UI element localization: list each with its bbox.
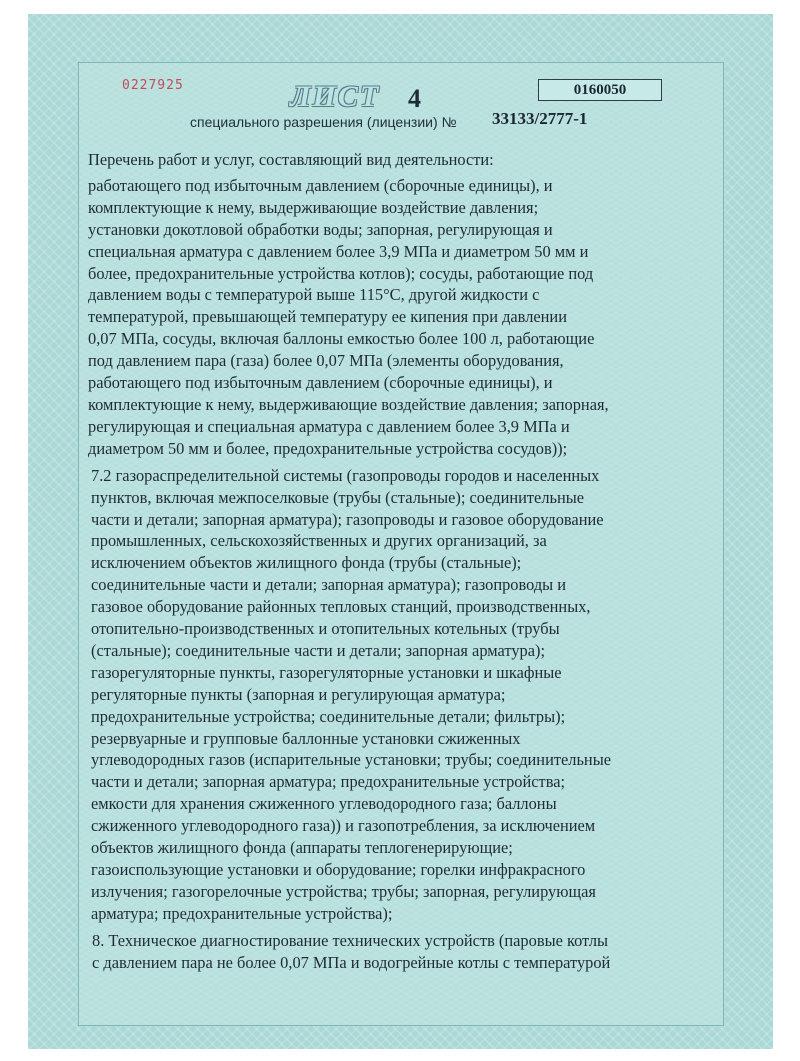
text-line: емкости для хранения сжиженного углеводородного газа; баллоны xyxy=(91,794,557,814)
text-line: части и детали; запорная арматура; предохранительные устройства; xyxy=(91,772,566,792)
paragraph-pressure-equipment xyxy=(88,175,728,460)
paragraph-technical-diagnostics xyxy=(88,930,728,974)
sheet-title: ЛИСТ xyxy=(290,80,381,113)
text-line: установки докотловой обработки воды; запорная, регулирующая и xyxy=(88,219,553,239)
registration-number-box: 0160050 xyxy=(538,79,662,101)
text-line: регуляторные пункты (запорная и регулирующая арматура; xyxy=(91,684,506,704)
text-line: отопительно-производственных и отопительных котельных (трубы xyxy=(91,619,560,639)
text-line: комплектующие к нему, выдерживающие воздействие давления; запорная, xyxy=(88,394,609,414)
text-line: арматура; предохранительные устройства); xyxy=(91,903,393,923)
text-line: давлением воды с температурой выше 115°С, другой жидкости с xyxy=(88,285,540,305)
text-line: диаметром 50 мм и более, предохранительные устройства сосудов)); xyxy=(88,438,568,458)
text-line: газовое оборудование районных тепловых станций, производственных, xyxy=(91,597,591,617)
text-line: исключением объектов жилищного фонда (трубы (стальные); xyxy=(91,553,522,573)
list-heading: Перечень работ и услуг, составляющий вид деятельности: xyxy=(88,150,494,169)
text-line: температурой, превышающей температуру ее кипения при давлении xyxy=(88,307,567,327)
text-line: части и детали; запорная арматура); газопроводы и газовое оборудование xyxy=(91,509,604,529)
text-line: специальная арматура с давлением более 3,9 МПа и диаметром 50 мм и xyxy=(88,241,589,261)
text-line: 0,07 МПа, сосуды, включая баллоны емкостью более 100 л, работающие xyxy=(88,329,595,349)
text-line: регулирующая и специальная арматура с давлением более 3,9 МПа и xyxy=(88,416,570,436)
text-line: предохранительные устройства; соединительные детали; фильтры); xyxy=(91,706,566,726)
license-subtitle: специального разрешения (лицензии) № xyxy=(190,114,457,130)
text-line: (стальные); соединительные части и детали; запорная арматура); xyxy=(91,640,545,660)
text-line: сжиженного углеводородного газа)) и газопотребления, за исключением xyxy=(91,816,596,836)
text-line: 8. Техническое диагностирование технических устройств (паровые котлы xyxy=(92,930,609,950)
text-line: 7.2 газораспределительной системы (газопроводы городов и населенных xyxy=(91,465,600,485)
text-line: комплектующие к нему, выдерживающие воздействие давления; xyxy=(88,197,539,217)
text-line: излучения; газогорелочные устройства; трубы; запорная, регулирующая xyxy=(91,881,596,901)
text-line: более, предохранительные устройства котлов); сосуды, работающие под xyxy=(88,263,594,283)
text-line: объектов жилищного фонда (аппараты теплогенерирующие; xyxy=(91,838,513,858)
text-line: газоиспользующие установки и оборудование; горелки инфракрасного xyxy=(91,860,586,879)
text-line: под давлением пара (газа) более 0,07 МПа (элементы оборудования, xyxy=(88,351,564,371)
text-line: резервуарные и групповые баллонные установки сжиженных xyxy=(91,728,521,748)
text-line: работающего под избыточным давлением (сборочные единицы), и xyxy=(88,175,553,195)
serial-number: 0227925 xyxy=(122,78,184,93)
document-body xyxy=(88,149,728,974)
paragraph-gas-distribution xyxy=(88,465,728,925)
sheet-number: 4 xyxy=(408,84,421,113)
text-line: с давлением пара не более 0,07 МПа и водогрейные котлы с температурой xyxy=(92,952,611,972)
text-line: соединительные части и детали; запорная арматура); газопроводы и xyxy=(91,575,567,595)
text-line: промышленных, сельскохозяйственных и других организаций, за xyxy=(91,531,547,551)
license-number: 33133/2777-1 xyxy=(492,109,588,128)
text-line: пунктов, включая межпоселковые (трубы (стальные); соединительные xyxy=(91,487,585,507)
text-line: работающего под избыточным давлением (сборочные единицы), и xyxy=(88,373,553,393)
text-line: газорегуляторные пункты, газорегуляторные установки и шкафные xyxy=(91,662,562,682)
text-line: углеводородных газов (испарительные установки; трубы; соединительные xyxy=(91,750,611,770)
